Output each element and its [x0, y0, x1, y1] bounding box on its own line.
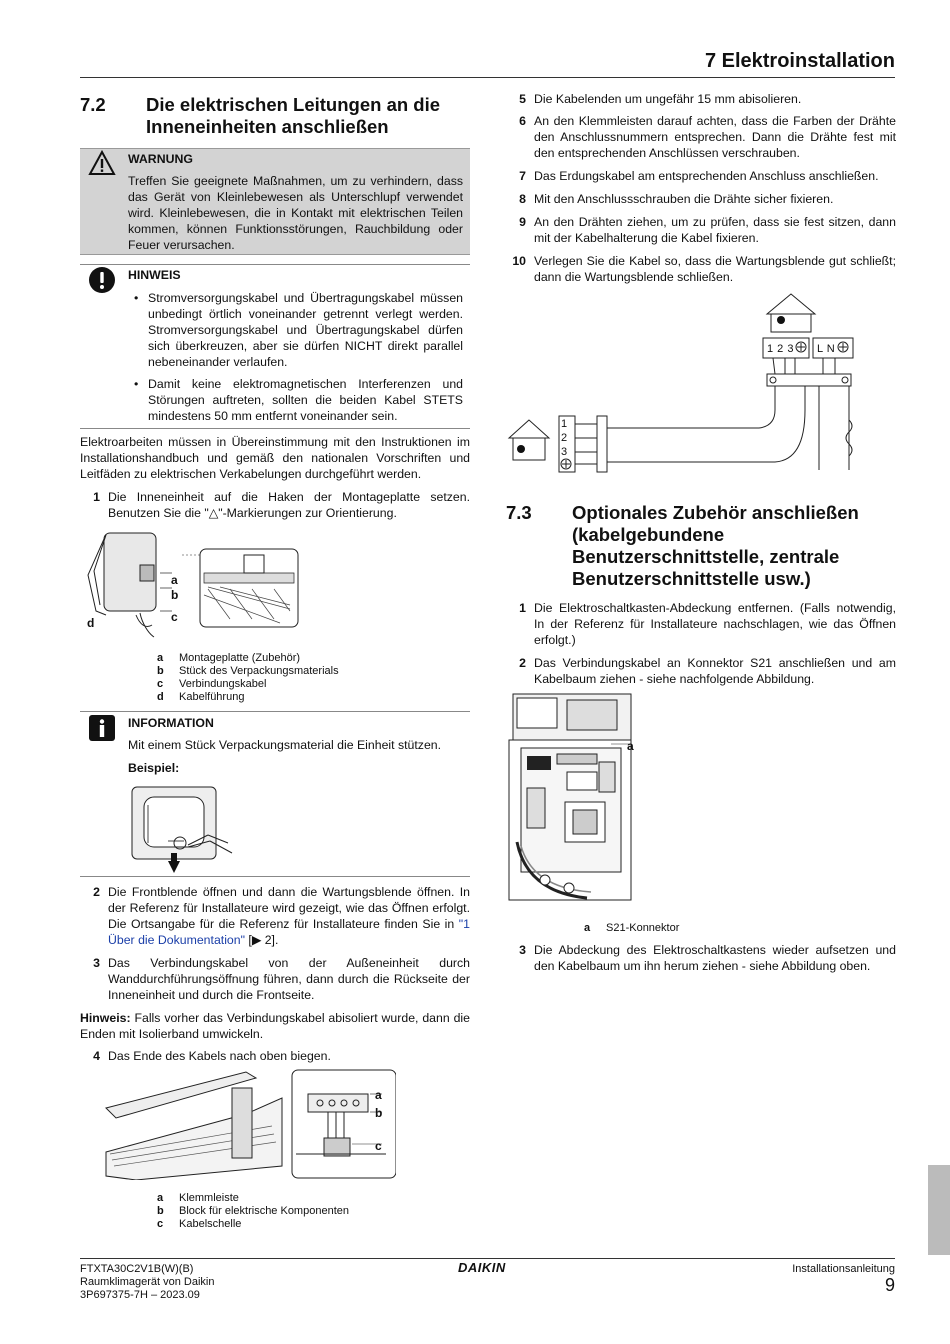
- section-title-line1: Optionales Zubehör anschließen: [572, 502, 859, 523]
- section-number: 7.2: [80, 94, 106, 115]
- legend-value: Montageplatte (Zubehör): [179, 652, 301, 664]
- information-icon: [88, 714, 116, 742]
- legend-key: c: [157, 1218, 164, 1230]
- section-title-line3: Benutzerschnittstelle, zentrale: [572, 546, 840, 567]
- step-10: [506, 253, 896, 285]
- hinweis-label: Hinweis:: [80, 1011, 131, 1025]
- notice-bullet-text: Stromversorgungskabel und Übertragungskabel müssen unbedingt örtlich voneinander getrennt verlegt werden. Stromversorgungskabel und Übertragungskabel dürfen sich überkreuzen, aber sie dürfen NICHT direkt parallel nebeneinander verlaufen.: [148, 291, 463, 369]
- figure-legend: [584, 922, 679, 935]
- section-number: 7.3: [506, 502, 532, 523]
- info-rule: [80, 711, 470, 712]
- legend-key: b: [157, 1205, 164, 1217]
- notice-rule: [80, 264, 470, 265]
- step-text: Die Elektroschaltkasten-Abdeckung entfernen. (Falls notwendig, In der Referenz für Installateure nachschlagen, wie das Öffnen erfolgt.): [534, 601, 896, 647]
- step-number: 1: [93, 490, 100, 504]
- mounting-figure: [80, 525, 300, 640]
- section-title-line4: Benutzerschnittstelle usw.): [572, 568, 811, 589]
- footer-left: [80, 1263, 215, 1302]
- legend-value: Kabelführung: [179, 691, 245, 703]
- step-text: Das Ende des Kabels nach oben biegen.: [108, 1049, 331, 1063]
- hinweis-note: [80, 1010, 470, 1042]
- legend-key: a: [584, 922, 591, 934]
- page-number: 9: [884, 1275, 895, 1295]
- info-text: Mit einem Stück Verpackungsmaterial die Einheit stützen.: [128, 738, 442, 752]
- figure-label: a: [171, 573, 178, 587]
- step-6: [506, 113, 896, 161]
- step-text: Mit den Anschlussschrauben die Drähte sicher fixieren.: [534, 192, 834, 206]
- info-title: INFORMATION: [128, 716, 214, 730]
- legend-value: Verbindungskabel: [179, 678, 267, 690]
- step-number: 1: [519, 601, 526, 615]
- s73-step-3: [506, 942, 896, 974]
- s73-step-2: [506, 655, 896, 687]
- step-text: Das Verbindungskabel an Konnektor S21 anschließen und am Kabelbaum ziehen - siehe nachfolgende Abbildung.: [534, 656, 896, 686]
- step-9: [506, 214, 896, 246]
- step-number: 4: [93, 1049, 100, 1063]
- notice-title: HINWEIS: [128, 268, 181, 282]
- daikin-logo: DAIKIN: [458, 1260, 506, 1275]
- step-number: 2: [93, 885, 100, 899]
- warning-icon: [88, 150, 116, 176]
- step-number: 5: [519, 92, 526, 106]
- footer-product: Raumklimagerät von Daikin: [80, 1276, 215, 1288]
- step-text: Die Inneneinheit auf die Haken der Montageplatte setzen. Benutzen Sie die "△"-Markierungen zur Orientierung.: [108, 490, 470, 520]
- terminal-labels-top: 1 2 3: [767, 343, 794, 355]
- s73-step-1: [506, 600, 896, 648]
- section-title-line1: Die elektrischen Leitungen an die: [146, 94, 441, 115]
- step-2: [80, 884, 470, 948]
- footer-rule: [80, 1258, 895, 1259]
- step-number: 7: [519, 169, 526, 183]
- step-text: Das Erdungskabel am entsprechenden Anschluss anschließen.: [534, 169, 879, 183]
- figure-label: a: [627, 739, 634, 753]
- step-7: [506, 168, 896, 184]
- figure-label: a: [375, 1088, 382, 1102]
- notice-bullet: • Damit keine elektromagnetischen Interferenzen und Störungen auftreten, sollten die beiden Kabel STETS mindestens 50 mm entfernt voneinander sein.: [134, 377, 463, 423]
- notice-icon: [88, 266, 116, 294]
- wiring-diagram: [505, 290, 865, 480]
- legend-value: Kabelschelle: [179, 1218, 242, 1230]
- step-text: An den Drähten ziehen, um zu prüfen, dass sie fest sitzen, dann mit der Kabelhalterung die Kabel fixieren.: [534, 215, 896, 245]
- step-3: [80, 955, 470, 1003]
- figure-legend: [157, 652, 339, 704]
- terminal-label-left: 2: [561, 432, 568, 444]
- notice-bullet-text: Damit keine elektromagnetischen Interferenzen und Störungen auftreten, sollten die beiden Kabel STETS mindestens 50 mm entfernt voneinander sein.: [148, 377, 463, 423]
- step-8: [506, 191, 896, 207]
- section-title-line2: Inneneinheiten anschließen: [146, 116, 389, 137]
- intro-paragraph: Elektroarbeiten müssen in Übereinstimmung mit den Instruktionen im Installationshandbuch und gemäß den nationalen Vorschriften und Leitfäden zu elektrischen Verkabelungen durchgeführt werden.: [80, 435, 470, 481]
- terminal-labels-ln: L N: [817, 343, 836, 355]
- legend-key: a: [157, 1192, 164, 1204]
- figure-label: b: [375, 1106, 383, 1120]
- hinweis-text: Falls vorher das Verbindungskabel abisoliert wurde, dann die Enden mit Isolierband umwickeln.: [80, 1011, 470, 1041]
- chapter-title: 7 Elektroinstallation: [704, 50, 895, 72]
- indoor-unit-figure: [96, 1068, 396, 1180]
- legend-key: d: [157, 691, 164, 703]
- step-1: [80, 489, 470, 521]
- control-box-figure: [507, 692, 637, 910]
- header-rule: [80, 77, 895, 78]
- terminal-label-left: 1: [561, 418, 568, 430]
- step-number: 3: [93, 956, 100, 970]
- step-number: 6: [519, 114, 526, 128]
- step-text: Die Kabelenden um ungefähr 15 mm abisolieren.: [534, 92, 802, 106]
- legend-key: a: [157, 652, 164, 664]
- footer-model: FTXTA30C2V1B(W)(B): [80, 1263, 194, 1275]
- legend-value: Stück des Verpackungsmaterials: [179, 665, 339, 677]
- footer-doc-id: 3P697375-7H – 2023.09: [80, 1289, 200, 1301]
- step-number: 10: [512, 254, 526, 268]
- step-number: 2: [519, 656, 526, 670]
- step-text: Das Verbindungskabel von der Außeneinheit durch Wanddurchführungsöffnung führen, dann durch die Rückseite der Inneneinheit und durch die Frontseite.: [108, 956, 470, 1002]
- step-number: 9: [519, 215, 526, 229]
- step-5: [506, 91, 896, 107]
- legend-key: c: [157, 678, 164, 690]
- chapter-side-tab: [928, 1165, 950, 1255]
- figure-label: c: [375, 1139, 382, 1153]
- terminal-label-left: 3: [561, 446, 568, 458]
- info-bottom-rule: [80, 876, 470, 877]
- warning-text: Treffen Sie geeignete Maßnahmen, um zu verhindern, dass das Gerät von Kleinlebewesen als Unterschlupf verwendet wird. Kleinlebewesen, die in Kontakt mit elektrischen Teilen kommen, können Funktionsstörungen, Rauchbildung oder Feuer verursachen.: [128, 174, 463, 252]
- section-title-line2: (kabelgebundene: [572, 524, 725, 545]
- figure-legend: [157, 1192, 349, 1231]
- page-reference: [▶ 2].: [244, 933, 279, 947]
- step-number: 3: [519, 943, 526, 957]
- footer-manual: Installationsanleitung: [792, 1263, 895, 1275]
- notice-bottom-rule: [80, 428, 470, 429]
- figure-label: c: [171, 610, 178, 624]
- warning-title: WARNUNG: [128, 152, 193, 166]
- figure-label: d: [87, 616, 95, 630]
- legend-value: Klemmleiste: [179, 1192, 239, 1204]
- support-example-figure: [128, 783, 238, 875]
- info-example-label: Beispiel:: [128, 761, 180, 775]
- step-text: Die Abdeckung des Elektroschaltkastens wieder aufsetzen und den Kabelbaum um ihn herum ziehen - siehe Abbildung oben.: [534, 943, 896, 973]
- step-text: An den Klemmleisten darauf achten, dass die Farben der Drähte den Anschlussnummern entsprechen. Dann die Drähte fest mit den entsprechenden Anschlüssen verschrauben.: [534, 114, 896, 160]
- legend-key: b: [157, 665, 164, 677]
- doc-reference-link[interactable]: "1 Über die Dokumentation": [108, 917, 470, 947]
- step-text: Die Frontblende öffnen und dann die Wartungsblende öffnen. In der Referenz für Installateure wird gezeigt, wie das Öffnen erfolgt. Die Ortsangabe für die Referenz für Installateure finden Sie in: [108, 885, 470, 931]
- step-4: [80, 1048, 470, 1064]
- legend-value: Block für elektrische Komponenten: [179, 1205, 349, 1217]
- figure-label: b: [171, 588, 179, 602]
- legend-value: S21-Konnektor: [606, 922, 680, 934]
- notice-bullet: • Stromversorgungskabel und Übertragungskabel müssen unbedingt örtlich voneinander getrennt verlegt werden. Stromversorgungskabel und Übertragungskabel dürfen sich überkreuzen, aber sie dürfen NICHT direkt parallel nebeneinander verlaufen.: [134, 291, 463, 369]
- step-text: Verlegen Sie die Kabel so, dass die Wartungsblende gut schließt; dann die Wartungsblende schließen.: [534, 254, 896, 284]
- step-number: 8: [519, 192, 526, 206]
